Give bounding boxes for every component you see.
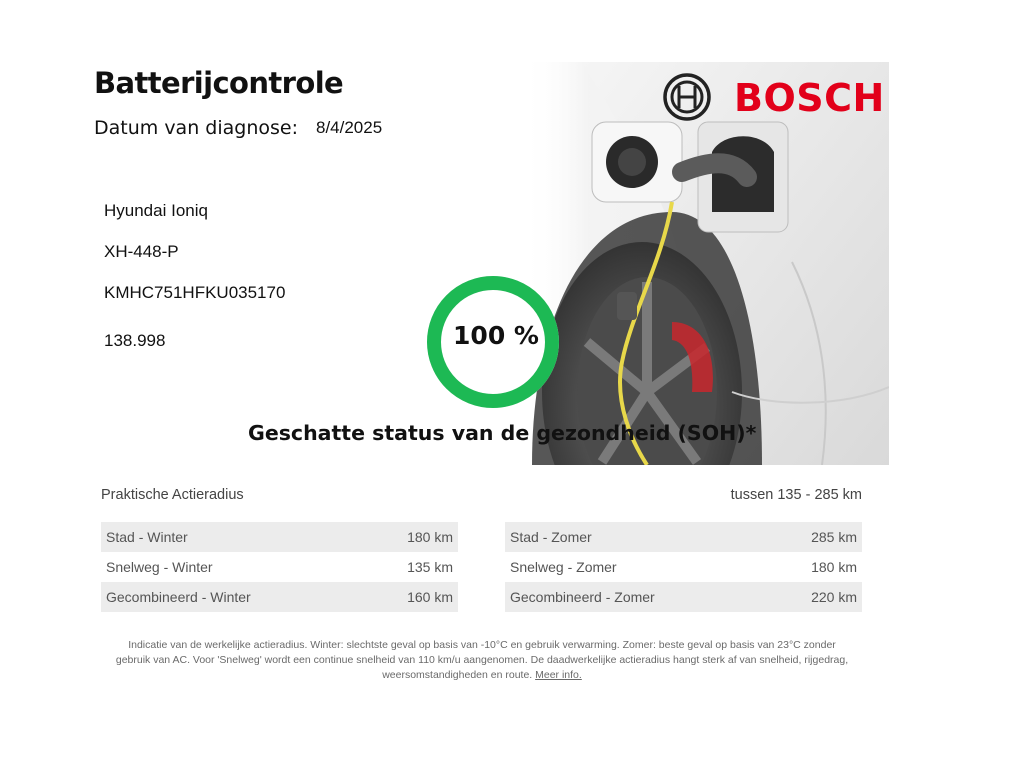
range-row-value: 135 km <box>407 559 453 575</box>
footnote-text: Indicatie van de werkelijke actieradius. Winter: slechtste geval op basis van -10°C en gebruik verwarming. Zomer: beste geval op basis van 23°C zonder gebruik van AC. Voor 'Snelweg' wordt een continue snelheid van 110 km/u aangenomen. De daadwerkelijke actieradius hangt sterk af van snelheid, rijgedrag, weersomstandigheden en route. <box>115 639 849 681</box>
bosch-wordmark: BOSCH <box>734 76 885 120</box>
vehicle-vin: KMHC751HFKU035170 <box>104 283 286 302</box>
range-row-value: 180 km <box>407 529 453 545</box>
range-row-label: Gecombineerd - Winter <box>106 589 251 605</box>
range-row-label: Snelweg - Zomer <box>510 559 617 575</box>
bosch-armature-icon <box>662 72 712 122</box>
range-row-value: 180 km <box>811 559 857 575</box>
page-title: Batterijcontrole <box>94 66 344 100</box>
license-plate: XH-448-P <box>104 242 179 261</box>
range-row <box>505 582 862 612</box>
range-footnote <box>112 638 852 683</box>
range-row <box>101 582 458 612</box>
diagnosis-date-value: 8/4/2025 <box>316 118 383 137</box>
range-table-winter <box>101 522 458 612</box>
range-row-label: Stad - Winter <box>106 529 188 545</box>
range-row <box>101 552 458 582</box>
range-summary: tussen 135 - 285 km <box>730 487 862 503</box>
range-row-label: Stad - Zomer <box>510 529 592 545</box>
soh-value: 100 % <box>453 321 539 350</box>
range-row <box>505 522 862 552</box>
range-table-summer <box>505 522 862 612</box>
range-row-label: Snelweg - Winter <box>106 559 213 575</box>
diagnosis-date-label: Datum van diagnose: <box>94 117 298 139</box>
vehicle-model: Hyundai Ioniq <box>104 201 208 220</box>
range-row-value: 160 km <box>407 589 453 605</box>
range-row-value: 220 km <box>811 589 857 605</box>
range-row-label: Gecombineerd - Zomer <box>510 589 655 605</box>
range-row <box>505 552 862 582</box>
bosch-logo <box>662 72 885 124</box>
range-row-value: 285 km <box>811 529 857 545</box>
soh-caption: Geschatte status van de gezondheid (SOH)* <box>248 421 757 445</box>
range-row <box>101 522 458 552</box>
range-title: Praktische Actieradius <box>101 487 244 503</box>
more-info-link[interactable]: Meer info. <box>535 669 582 681</box>
vehicle-mileage: 138.998 <box>104 331 166 350</box>
